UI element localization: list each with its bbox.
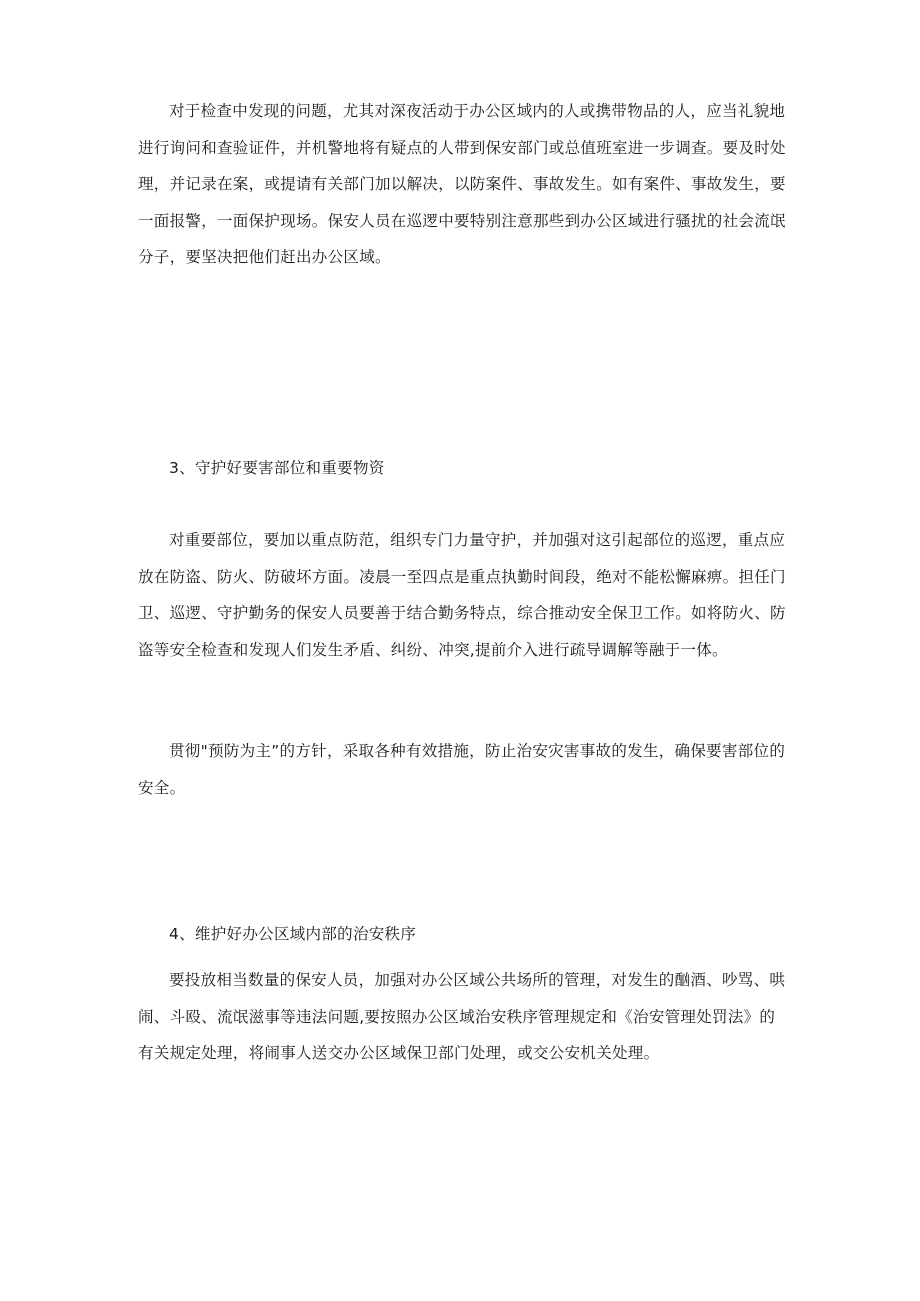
- paragraph-prevention: 贯彻"预防为主”的方针，采取各种有效措施，防止治安灾害事故的发生，确保要害部位的安全。: [138, 742, 786, 797]
- paragraph-public-order: 要投放相当数量的保安人员，加强对办公区域公共场所的管理，对发生的酗酒、吵骂、哄闹、斗殴、流氓滋事等违法问题,要按照办公区域治安秩序管理规定和《治安管理处罚法》的有关规定处理，将闹事人送交办公区域保卫部门处理，或交公安机关处理。: [138, 971, 786, 1063]
- section-heading-3: 3、守护好要害部位和重要物资: [169, 459, 385, 477]
- paragraph-inspection: 对于检查中发现的问题，尤其对深夜活动于办公区域内的人或携带物品的人，应当礼貌地进行询问和查验证件，并机警地将有疑点的人带到保安部门或总值班室进一步调查。要及时处理，并记录在案，或提请有关部门加以解决，以防案件、事故发生。如有案件、事故发生，要一面报警，一面保护现场。保安人员在巡逻中要特别注意那些到办公区域进行骚扰的社会流氓分子，要坚决把他们赶出办公区域。: [138, 102, 786, 267]
- paragraph-key-areas: 对重要部位，要加以重点防范，组织专门力量守护，并加强对这引起部位的巡逻，重点应放在防盗、防火、防破坏方面。凌晨一至四点是重点执勤时间段，绝对不能松懈麻痹。担任门卫、巡逻、守护勤务的保安人员要善于结合勤务特点，综合推动安全保卫工作。如将防火、防盗等安全检查和发现人们发生矛盾、纠纷、冲突,提前介入进行疏导调解等融于一体。: [138, 531, 786, 659]
- section-heading-4: 4、维护好办公区域内部的治安秩序: [169, 925, 417, 943]
